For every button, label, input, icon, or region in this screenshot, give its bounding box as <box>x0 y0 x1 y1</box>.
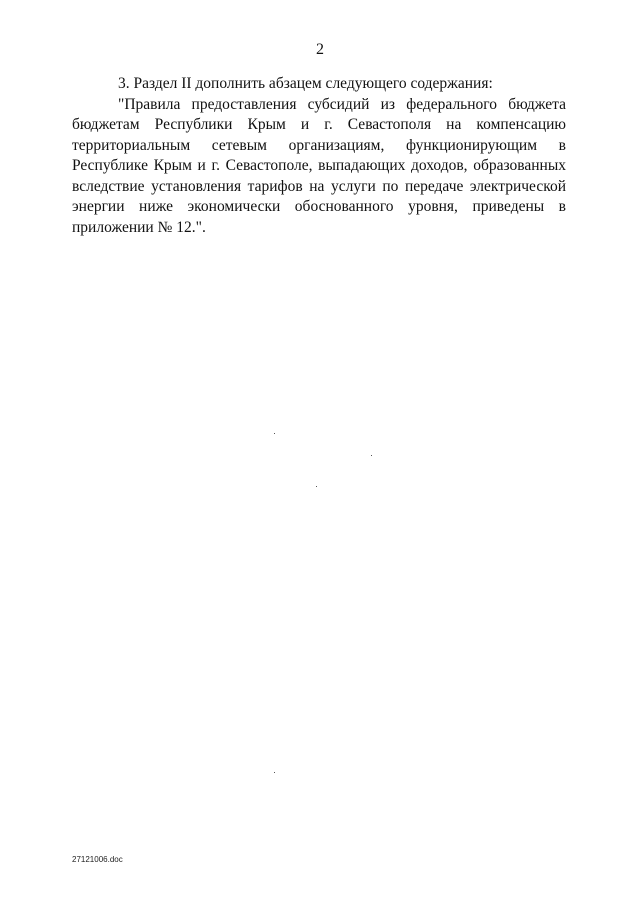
paragraph-amendment-text: "Правила предоставления субсидий из федерального бюджета бюджетам Республики Крым и г. Севастополя на компенсацию территориальным сетевым организациям, функционирующим в Республике Крым и г. Севастополе, выпадающих доходов, образованных вследствие установления тарифов на услуги по передаче электрической энергии ниже экономически обоснованного уровня, приведены в приложении № 12.". <box>72 95 566 236</box>
scan-speck <box>274 433 275 434</box>
scan-speck <box>274 772 275 773</box>
scan-speck <box>316 486 317 487</box>
scan-speck <box>371 455 372 456</box>
document-body <box>72 74 566 238</box>
footer-doc-code: 27121006.doc <box>72 855 123 864</box>
paragraph-amendment-instruction: 3. Раздел II дополнить абзацем следующего содержания: <box>118 75 493 92</box>
page-number: 2 <box>316 41 324 58</box>
